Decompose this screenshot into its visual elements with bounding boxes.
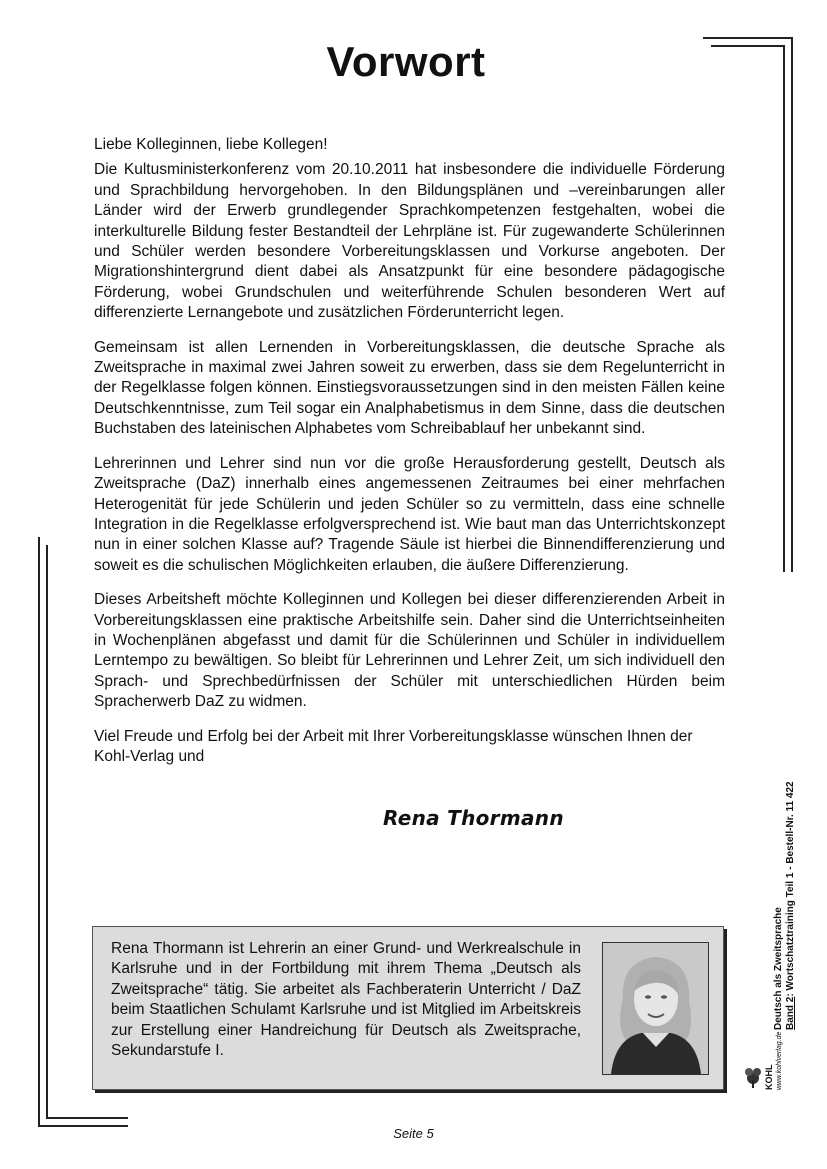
sidebar-band-number: Band 2 — [785, 996, 796, 1030]
paragraph: Dieses Arbeitsheft möchte Kolleginnen und Kollegen bei dieser differenzierenden Arbeit in Vorbereitungsklassen eine praktische Arbeitshilfe sein. Daher sind die Unterrichtseinheiten in Wochenplänen abgefasst und damit für die Schülerinnen und Schüler in individuellem Lerntempo zu bewältigen. So bleibt für Lehrerinnen und Lehrer Zeit, um sich individuell den Sprach- und Sprechbedürfnissen der Schüler mit unterschiedlichen Hürden beim Spracherwerb DaZ zu widmen. — [94, 591, 725, 711]
sidebar-band — [785, 781, 796, 1030]
frame-line — [46, 545, 48, 1119]
foreword-body — [94, 135, 725, 781]
paragraph: Gemeinsam ist allen Lernenden in Vorbereitungsklassen, die deutsche Sprache als Zweitsprache in maximal zwei Jahren soweit zu erwerben, dass sie dem Regelunterricht in der Regelklasse folgen können. Einstiegsvoraussetzungen sind in den meisten Fällen keine Deutschkenntnisse, zum Teil sogar ein Analphabetismus in dem Sinne, dass die deutschen Buchstaben des lateinischen Alphabetes vom Schreibablauf her unbekannt sind. — [94, 338, 725, 438]
publisher-name: KOHL — [764, 1064, 774, 1090]
sidebar-series: Deutsch als Zweitsprache — [773, 907, 784, 1030]
publisher-website: www.kohlverlag.de — [776, 1031, 783, 1090]
author-signature: Rena Thormann — [383, 806, 564, 830]
author-photo — [602, 942, 709, 1075]
frame-line — [38, 537, 40, 1127]
author-bio-box — [92, 926, 724, 1090]
paragraph: Die Kultusministerkonferenz vom 20.10.2011 hat insbesondere die individuelle Förderung und Sprachbildung hervorgehoben. In den Bildungsplänen und –vereinbarungen aller Länder wird der Erwerb grundlegender Sprachkompetenzen festgehalten, wobei die interkulturelle Bildung fester Bestandteil der Lehrpläne ist. Für zugewanderte Schülerinnen und Schüler werden besondere Vorbereitungsklassen und Vorkurse angeboten. Der Migrationshintergrund dient dabei als Ansatzpunkt für eine besondere pädagogische Förderung, wobei Grundschulen und weiterführende Schulen besonderen Wert auf differenzierte Lernangebote und zusätzlichen Förderunterricht legen. — [94, 161, 725, 322]
closing-paragraph: Viel Freude und Erfolg bei der Arbeit mit Ihrer Vorbereitungsklasse wünschen Ihnen der Kohl-Verlag und — [94, 727, 693, 765]
author-bio-text: Rena Thormann ist Lehrerin an einer Grund- und Werkrealschule in Karlsruhe und in der Fortbildung mit ihrem Thema „Deutsch als Zweitsprache“ tätig. Sie arbeitet als Fachberaterin Unterricht / DaZ beim Staatlichen Schulamt Karlsruhe und ist Mitglied im Arbeitskreis zur Erstellung einer Handreichung für Deutsch als Zweitsprache, Sekundarstufe I. — [111, 940, 581, 1060]
sidebar-band-detail: : Wortschatztraining Teil 1 - Bestell-Nr. 11 422 — [785, 781, 796, 997]
sidebar-publication-info — [748, 1010, 783, 1090]
page-number: Seite 5 — [393, 1126, 434, 1141]
page-title: Vorwort — [326, 38, 486, 85]
sidebar-title — [773, 730, 803, 1030]
frame-line — [783, 45, 785, 572]
frame-line — [791, 37, 793, 572]
paragraph: Lehrerinnen und Lehrer sind nun vor die große Herausforderung gestellt, Deutsch als Zweitsprache (DaZ) innerhalb eines angemessenen Zeitraumes bei einer mehrfachen Heterogenität für jede Schülerin und jeden Schüler so zu vermitteln, dass eine schnelle Integration in die Regelklasse erfolgversprechend ist. Wie baut man das Unterrichtskonzept nun in einer solchen Klasse auf? Tragende Säule ist hierbei die Binnendifferenzierung und soweit es die schulischen Möglichkeiten erlauben, die äußere Differenzierung. — [94, 454, 725, 574]
frame-line — [46, 1117, 128, 1119]
greeting: Liebe Kolleginnen, liebe Kollegen! — [94, 136, 328, 153]
